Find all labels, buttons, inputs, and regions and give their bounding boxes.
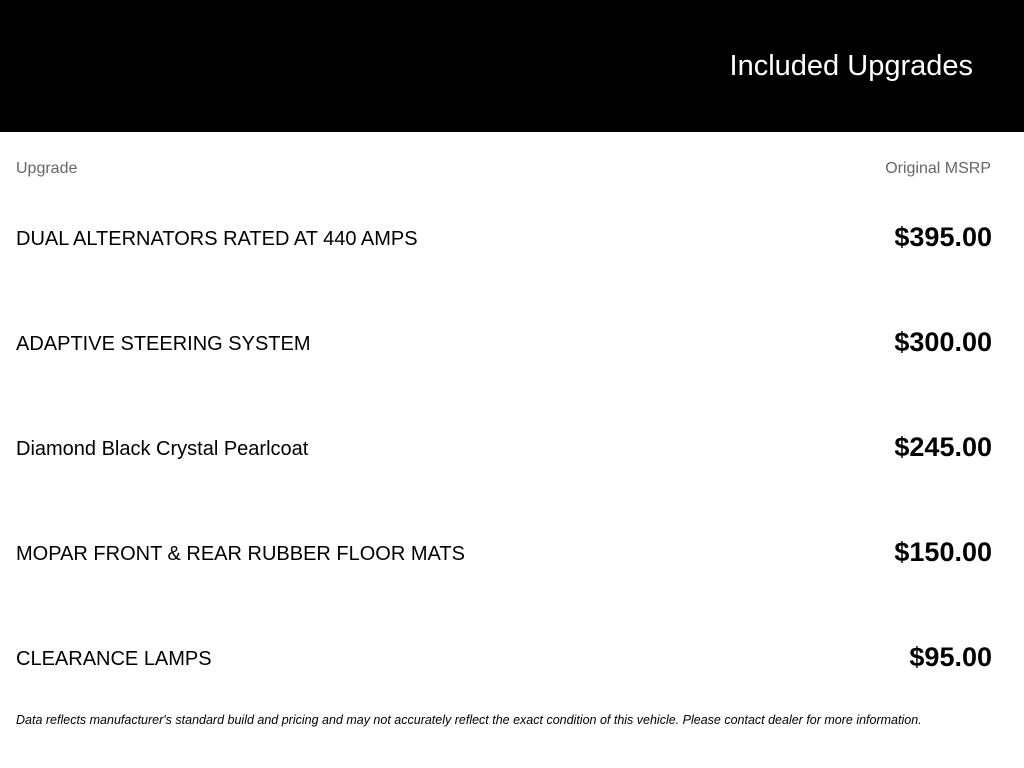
upgrade-price: $395.00 bbox=[894, 222, 992, 252]
upgrade-column-header: Upgrade bbox=[16, 160, 78, 177]
upgrade-price: $150.00 bbox=[894, 537, 992, 567]
upgrade-price: $300.00 bbox=[894, 327, 992, 357]
list-item bbox=[16, 500, 992, 605]
msrp-column-header: Original MSRP bbox=[885, 160, 991, 177]
upgrade-name: ADAPTIVE STEERING SYSTEM bbox=[16, 333, 311, 355]
upgrade-name: DUAL ALTERNATORS RATED AT 440 AMPS bbox=[16, 228, 418, 250]
list-item bbox=[16, 605, 992, 710]
list-item bbox=[16, 290, 992, 395]
upgrade-name: CLEARANCE LAMPS bbox=[16, 648, 212, 670]
upgrades-list bbox=[16, 185, 992, 710]
upgrade-name: Diamond Black Crystal Pearlcoat bbox=[16, 438, 309, 460]
page-title: Included Upgrades bbox=[729, 50, 973, 82]
upgrade-name: MOPAR FRONT & REAR RUBBER FLOOR MATS bbox=[16, 543, 465, 565]
upgrade-price: $245.00 bbox=[894, 432, 992, 462]
upgrade-price: $95.00 bbox=[909, 642, 992, 672]
list-item bbox=[16, 185, 992, 290]
disclaimer-text: Data reflects manufacturer's standard build and pricing and may not accurately reflect the exact condition of this vehicle. Please contact dealer for more information. bbox=[16, 713, 922, 727]
header-banner bbox=[0, 0, 1024, 132]
column-headers bbox=[16, 160, 992, 180]
list-item bbox=[16, 395, 992, 500]
